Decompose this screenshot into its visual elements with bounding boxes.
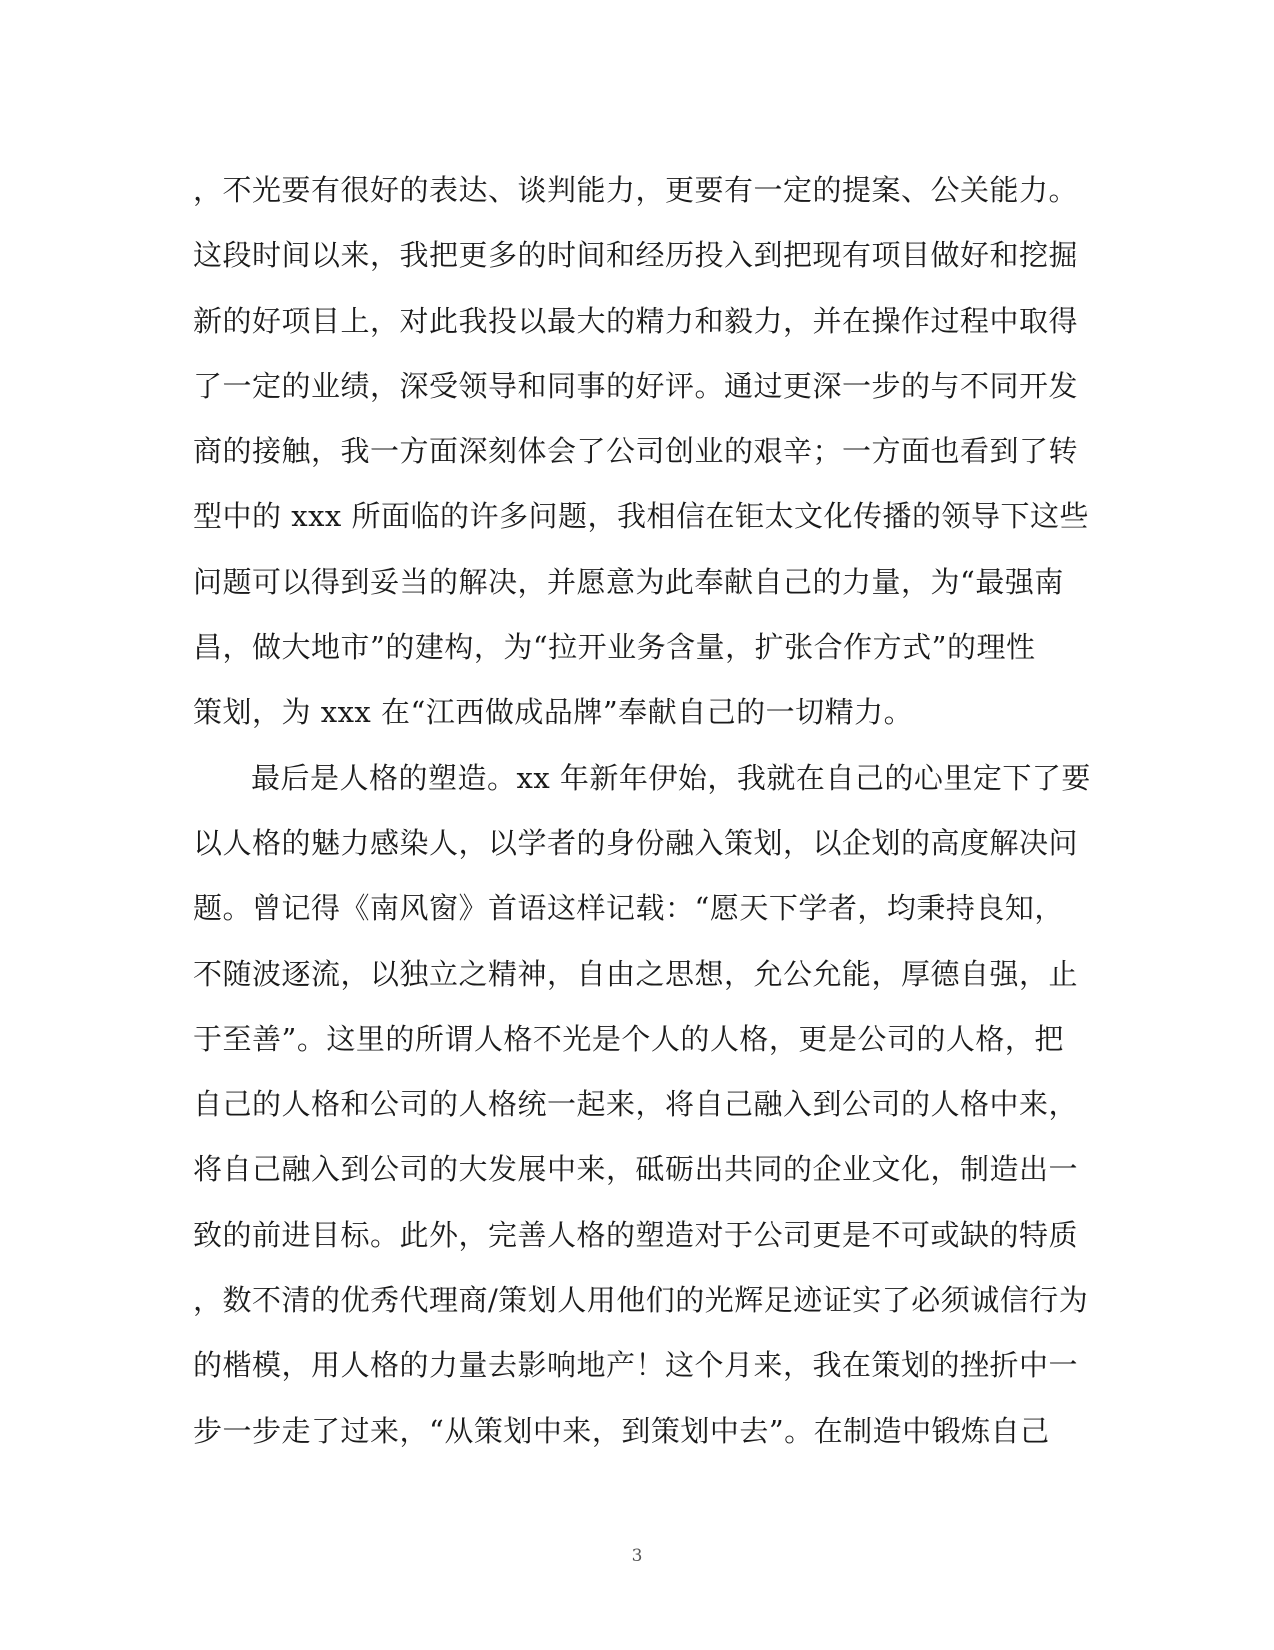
text-line: 商的接触，我一方面深刻体会了公司创业的艰辛；一方面也看到了转 <box>193 434 1079 469</box>
text-line: 自己的人格和公司的人格统一起来，将自己融入到公司的人格中来， <box>193 1087 1079 1122</box>
text-line: 昌，做大地市”的建构，为“拉开业务含量，扩张合作方式”的理性 <box>193 630 1036 665</box>
text-line: 致的前进目标。此外，完善人格的塑造对于公司更是不可或缺的特质 <box>193 1217 1079 1252</box>
text-line: 题。曾记得《南风窗》首语这样记载：“愿天下学者，均秉持良知， <box>193 891 1064 926</box>
text-line: 于至善”。这里的所谓人格不光是个人的人格，更是公司的人格，把 <box>193 1021 1064 1056</box>
text-line: 型中的 xxx 所面临的许多问题，我相信在钜太文化传播的领导下这些 <box>193 499 1090 534</box>
text-line: ，不光要有很好的表达、谈判能力，更要有一定的提案、公关能力。 <box>193 173 1079 207</box>
text-line: 的楷模，用人格的力量去影响地产！这个月来，我在策划的挫折中一 <box>193 1348 1079 1383</box>
page-number: 3 <box>631 1546 643 1566</box>
text-line: 问题可以得到妥当的解决，并愿意为此奉献自己的力量，为“最强南 <box>193 564 1064 599</box>
text-line: 不随波逐流，以独立之精神，自由之思想，允公允能，厚德自强，止 <box>193 956 1079 991</box>
text-line: 步一步走了过来，“从策划中来，到策划中去”。在制造中锻炼自己 <box>193 1413 1050 1448</box>
text-line: 以人格的魅力感染人，以学者的身份融入策划，以企划的高度解决问 <box>193 825 1079 860</box>
text-line: 这段时间以来，我把更多的时间和经历投入到把现有项目做好和挖掘 <box>193 238 1079 273</box>
text-line: 将自己融入到公司的大发展中来，砥砺出共同的企业文化，制造出一 <box>193 1152 1079 1187</box>
text-line: 策划，为 xxx 在“江西做成品牌”奉献自己的一切精力。 <box>193 695 914 730</box>
text-line: ，数不清的优秀代理商/策划人用他们的光辉足迹证实了必须诚信行为 <box>193 1283 1089 1318</box>
text-line: 了一定的业绩，深受领导和同事的好评。通过更深一步的与不同开发 <box>193 368 1079 403</box>
text-line: 新的好项目上，对此我投以最大的精力和毅力，并在操作过程中取得 <box>193 303 1079 338</box>
paragraph-first-line: 最后是人格的塑造。xx 年新年伊始，我就在自己的心里定下了要 <box>251 760 1091 795</box>
body-text <box>193 158 1093 1464</box>
